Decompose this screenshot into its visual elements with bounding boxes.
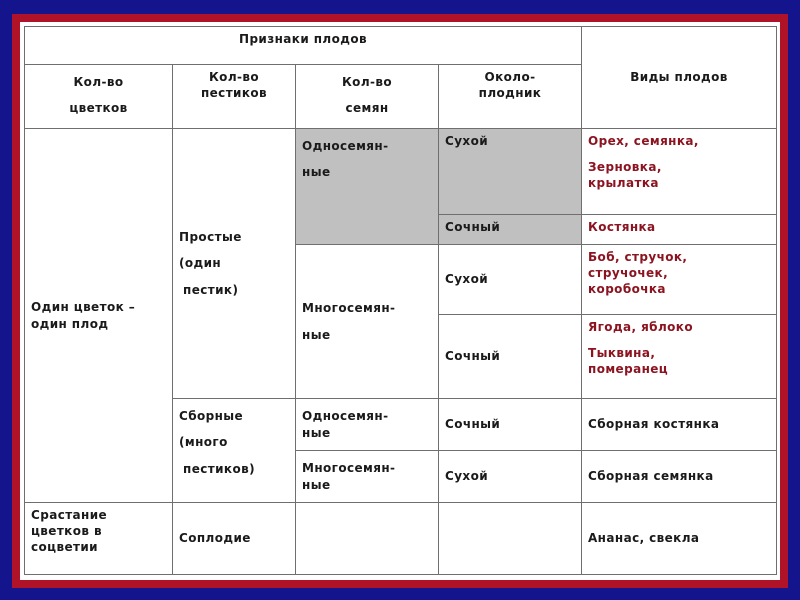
fused-line2: цветков в (31, 524, 102, 539)
pericarp-dry-1 (439, 129, 582, 215)
aggregate-line1: Сборные (179, 409, 244, 423)
simple-line3: пестик) (183, 282, 239, 297)
fruit-types-header (582, 27, 777, 129)
pericarp-dry-3 (439, 451, 582, 503)
fruit-drupe-cell (582, 215, 777, 245)
pericarp-juicy-1 (439, 215, 582, 245)
multi-seed-2-cell (296, 451, 439, 503)
pistils-count-line2: пестиков (200, 86, 268, 101)
pericarp-juicy-3 (439, 399, 582, 451)
aggregate-cell (173, 399, 296, 503)
simple-cell (173, 129, 296, 399)
single-seed-2-cell (296, 399, 439, 451)
pericarp-dry-1-text: Сухой (445, 134, 489, 148)
pericarp-juicy-2-text: Сочный (445, 349, 501, 364)
simple-line2: (один (179, 256, 222, 271)
pericarp-juicy-2 (439, 315, 582, 399)
fruit-pepo-line1: Тыквина, (588, 346, 656, 361)
compound-fruit-cell (173, 503, 296, 575)
fruit-pineapple-text: Ананас, свекла (588, 531, 700, 546)
flowers-count-line1: Кол-во (73, 75, 124, 89)
fruit-nut-text: Орех, семянка, (588, 134, 699, 148)
seeds-count-line2: семян (345, 101, 389, 116)
single-seed-2-line1: Односемян- (302, 409, 389, 424)
fruit-nut-cell (582, 129, 777, 215)
aggregate-line3: пестиков) (183, 461, 255, 476)
compound-fruit-text: Соплодие (179, 531, 251, 546)
fruit-caryopsis-line2: крылатка (588, 176, 659, 191)
pistils-count-line1: Кол-во (208, 70, 260, 84)
single-seed-line1: Односемян- (302, 139, 389, 153)
seeds-count-header (296, 65, 439, 129)
single-seed-line2: ные (302, 165, 331, 180)
fruit-types-header-text: Виды плодов (630, 70, 728, 85)
single-seed-2-line2: ные (302, 425, 331, 440)
pericarp-juicy-1-text: Сочный (445, 220, 501, 234)
pericarp-juicy-3-text: Сочный (445, 417, 501, 432)
fruit-aggregate-drupe-cell (582, 399, 777, 451)
fruit-legume-line2: стручочек, (588, 266, 669, 281)
fused-line1: Срастание (31, 508, 108, 522)
simple-line1: Простые (179, 229, 242, 244)
fused-line3: соцветии (31, 540, 98, 555)
fruit-legume-cell (582, 245, 777, 315)
flowers-count-line2: цветков (69, 101, 128, 116)
aggregate-line2: (много (179, 435, 228, 450)
pericarp-line1: Около- (484, 70, 536, 84)
fruit-caryopsis-line1: Зерновка, (588, 160, 662, 175)
fruit-aggregate-drupe-text: Сборная костянка (588, 417, 720, 432)
seeds-count-line1: Кол-во (341, 75, 393, 89)
fruit-classification-table (24, 26, 777, 575)
empty-pericarp-cell (439, 503, 582, 575)
multi-seed-2-line2: ные (302, 477, 331, 492)
pistils-count-header (173, 65, 296, 129)
one-flower-line1: Один цветок – (31, 300, 136, 315)
one-flower-line2: один плод (31, 316, 109, 331)
pericarp-header (439, 65, 582, 129)
single-seed-cell (296, 129, 439, 245)
fruit-berry-text: Ягода, яблоко (588, 320, 693, 334)
multi-seed-line2: ные (302, 327, 331, 342)
fruit-aggregate-achene-cell (582, 451, 777, 503)
empty-seed-cell (296, 503, 439, 575)
multi-seed-2-line1: Многосемян- (302, 461, 396, 476)
fruit-legume-line1: Боб, стручок, (588, 250, 688, 264)
fruit-aggregate-achene-text: Сборная семянка (588, 469, 714, 484)
features-header (25, 27, 582, 65)
fruit-drupe-text: Костянка (588, 220, 656, 234)
fruit-pineapple-cell (582, 503, 777, 575)
one-flower-cell (25, 129, 173, 503)
multi-seed-line1: Многосемян- (302, 301, 396, 316)
multi-seed-cell (296, 245, 439, 399)
fruit-legume-line3: коробочка (588, 282, 666, 297)
pericarp-line2: плодник (478, 86, 542, 101)
features-header-text: Признаки плодов (239, 32, 367, 46)
flowers-count-header (25, 65, 173, 129)
pericarp-dry-2 (439, 245, 582, 315)
pericarp-dry-2-text: Сухой (445, 272, 489, 287)
fruit-berry-cell (582, 315, 777, 399)
fruit-pepo-line2: померанец (588, 362, 669, 377)
fused-flowers-cell (25, 503, 173, 575)
pericarp-dry-3-text: Сухой (445, 469, 489, 484)
